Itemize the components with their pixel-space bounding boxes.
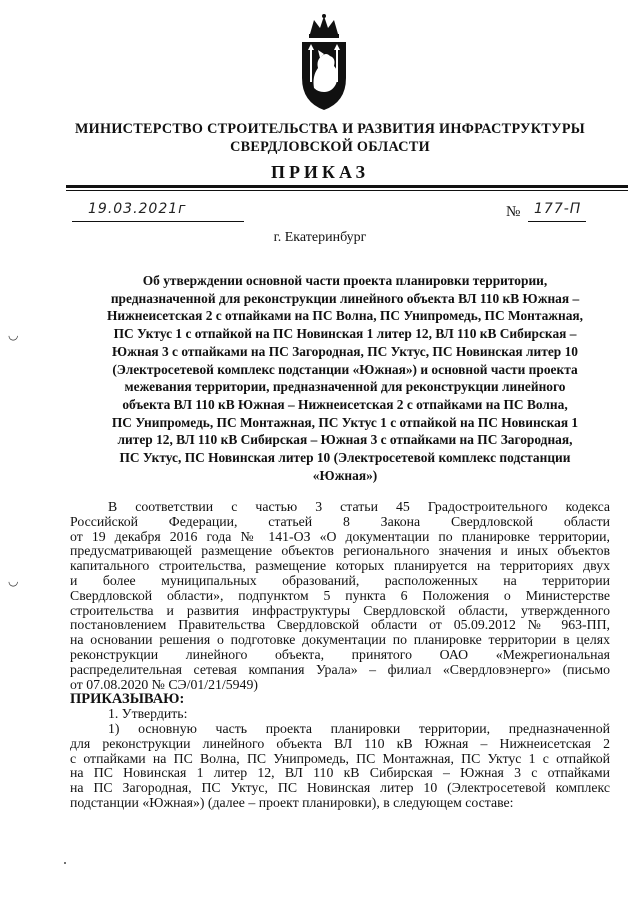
number-label: № — [506, 204, 521, 220]
preamble-line: распределительная сетевая компания Урала» – филиал «Свердловэнерго» (письмо — [70, 662, 610, 677]
preamble-line: капитального строительства, размещение которых планируется на территориях двух — [70, 559, 610, 574]
item-1-1-line: 1) основную часть проекта планировки территории, предназначенной — [108, 721, 610, 736]
handwritten-date: 19.03.2021г — [88, 201, 187, 217]
subject-line: объекта ВЛ 110 кВ Южная – Нижнеисетская 2 с отпайками на ПС Волна, — [122, 396, 568, 412]
preamble-line: постановлением Правительства Свердловской области от 05.09.2012 № 963-ПП, — [70, 618, 610, 633]
subject-line: ПС Уктус 1 с отпайкой на ПС Новинская 1 литер 12, ВЛ 110 кВ Сибирская – — [113, 326, 577, 342]
margin-scan-mark: ◡ — [8, 328, 19, 342]
subject-line: «Южная») — [312, 467, 378, 483]
subject-line: межевания территории, предназначенной для реконструкции линейного — [124, 379, 566, 395]
header-divider-thin — [66, 190, 628, 191]
preamble-line: реконструкции линейного объекта, принятого ОАО «Межрегиональная — [70, 647, 610, 662]
subject-line: предназначенной для реконструкции линейного объекта ВЛ 110 кВ Южная – — [110, 290, 580, 306]
scan-speck — [64, 862, 66, 864]
subject-line: ПС Уктус, ПС Новинская литер 10 (Электросетевой комплекс подстанции — [119, 450, 571, 466]
subject-line: ПС Унипромедь, ПС Монтажная, ПС Уктус 1 с отпайкой на ПС Новинская 1 — [111, 414, 579, 430]
item-1-1-line: с отпайками на ПС Волна, ПС Унипромедь, ПС Монтажная, ПС Уктус 1 с отпайкой — [70, 751, 610, 766]
number-field — [528, 201, 586, 222]
preamble-line: Свердловской области», подпунктом 5 пункта 6 Положения о Министерстве — [70, 588, 610, 603]
subject-line: (Электросетевой комплекс подстанции «Южная») и основной части проекта — [112, 361, 578, 377]
subject-line: литер 12, ВЛ 110 кВ Сибирская – Южная 3 с отпайками на ПС Загородная, — [117, 432, 573, 448]
subject-line: Южная 3 с отпайками на ПС Загородная, ПС Уктус, ПС Новинская литер 10 — [112, 343, 578, 359]
preamble-line: на основании решения о подготовке документации по планировке территории в целях — [70, 633, 610, 648]
item-1-1-line: подстанции «Южная») (далее – проект планировки), в следующем составе: — [70, 795, 514, 810]
handwritten-number: 177-П — [534, 201, 582, 217]
item-1-1-line: на ПС Загородная, ПС Уктус, ПС Новинская литер 10 (Электросетевой комплекс — [70, 781, 610, 796]
preamble-line: от 19 декабря 2016 года № 141-ОЗ «О документации по планировке территории, — [70, 529, 610, 544]
order-body — [70, 500, 610, 811]
item-1-1-line: для реконструкции линейного объекта ВЛ 110 кВ Южная – Нижнеисетская 2 — [70, 736, 610, 751]
subject-line: Об утверждении основной части проекта планировки территории, — [142, 273, 548, 288]
coat-of-arms-icon — [296, 12, 352, 112]
order-subject — [80, 272, 610, 484]
ministry-name-line1: МИНИСТЕРСТВО СТРОИТЕЛЬСТВА И РАЗВИТИЯ ИНФРАСТРУКТУРЫ — [74, 121, 586, 137]
document-type-title: ПРИКАЗ — [270, 162, 370, 182]
preamble-line: и более муниципальных образований, расположенных на территории — [70, 573, 610, 588]
header-divider-thick — [66, 185, 628, 188]
subject-line: Нижнеисетская 2 с отпайками на ПС Волна, ПС Унипромедь, ПС Монтажная, — [106, 308, 584, 324]
preamble-line: Российской Федерации, статьей 8 Закона Свердловской области — [70, 514, 610, 529]
item-1-1-line: на ПС Новинская 1 литер 12, ВЛ 110 кВ Сибирская – Южная 3 с отпайками — [70, 766, 610, 781]
preamble-line: В соответствии с частью 3 статьи 45 Градостроительного кодекса — [108, 500, 610, 514]
item-1: 1. Утвердить: — [108, 707, 188, 722]
margin-scan-mark: ◡ — [8, 574, 19, 588]
city-line: г. Екатеринбург — [273, 230, 367, 245]
date-field — [72, 201, 244, 222]
preamble-line: предусматривающей размещение объектов регионального значения и иных объектов — [70, 544, 610, 559]
preamble-line: строительства и развития инфраструктуры Свердловской области, утвержденного — [70, 603, 610, 618]
order-word: ПРИКАЗЫВАЮ: — [70, 692, 185, 708]
ministry-name-line2: СВЕРДЛОВСКОЙ ОБЛАСТИ — [230, 139, 430, 155]
preamble-line: от 07.08.2020 № СЭ/01/21/5949) — [70, 677, 258, 692]
